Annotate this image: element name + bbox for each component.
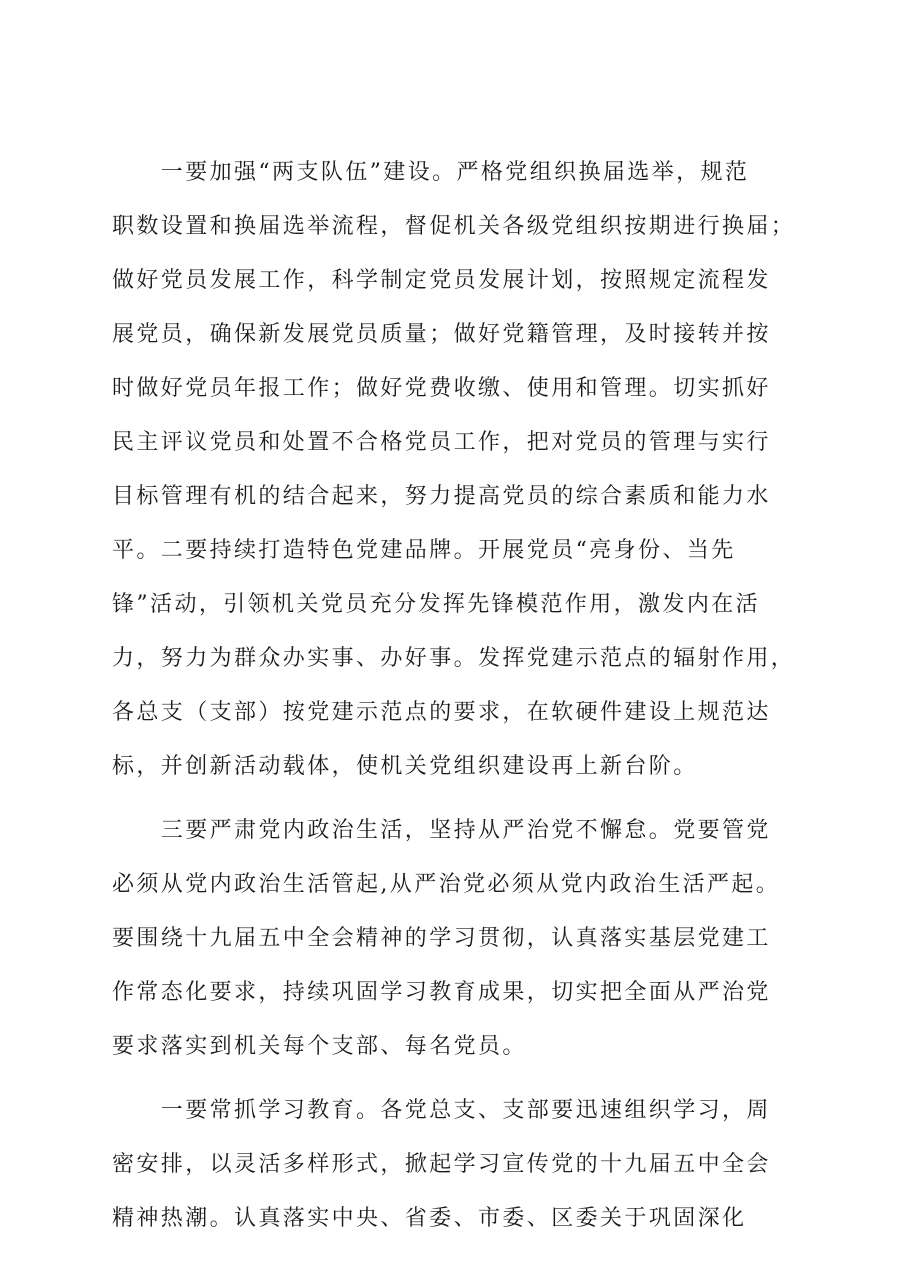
paragraph-line: 时做好党员年报工作；做好党费收缴、使用和管理。切实抓好 [112,376,771,401]
paragraph-line: 目标管理有机的结合起来，努力提高党员的综合素质和能力水 [112,484,771,509]
paragraph-line: 要求落实到机关每个支部、每名党员。 [112,1034,527,1059]
paragraph-line: 展党员，确保新发展党员质量；做好党籍管理，及时接转并按 [112,322,771,347]
paragraph-line: 要围绕十九届五中全会精神的学习贯彻，认真落实基层党建工 [112,926,771,951]
paragraph-line: 做好党员发展工作，科学制定党员发展计划，按照规定流程发 [112,268,771,293]
paragraph-line: 作常态化要求，持续巩固学习教育成果，切实把全面从严治党 [112,980,771,1005]
paragraph-line: 精神热潮。认真落实中央、省委、市委、区委关于巩固深化 [112,1206,747,1231]
paragraph-line: 一要常抓学习教育。各党总支、支部要迅速组织学习，周 [112,1098,771,1123]
paragraph-line: 密安排，以灵活多样形式，掀起学习宣传党的十九届五中全会 [112,1152,771,1177]
paragraph-line: 三要严肃党内政治生活，坚持从严治党不懈怠。党要管党 [112,818,771,843]
paragraph-line: 民主评议党员和处置不合格党员工作，把对党员的管理与实行 [112,430,771,455]
paragraph-line: 锋”活动，引领机关党员充分发挥先锋模范作用，激发内在活 [112,592,761,617]
paragraph-line: 职数设置和换届选举流程，督促机关各级党组织按期进行换届； [112,214,796,239]
paragraph-line: 平。二要持续打造特色党建品牌。开展党员“亮身份、当先 [112,538,736,563]
paragraph-line: 必须从党内政治生活管起,从严治党必须从党内政治生活严起。 [112,872,781,897]
paragraph-line: 力，努力为群众办实事、办好事。发挥党建示范点的辐射作用， [112,646,796,671]
paragraph-line: 标，并创新活动载体，使机关党组织建设再上新台阶。 [112,754,698,779]
paragraph-line: 一要加强“两支队伍”建设。严格党组织换届选举，规范 [112,160,750,185]
paragraph-line: 各总支（支部）按党建示范点的要求，在软硬件建设上规范达 [112,700,771,725]
